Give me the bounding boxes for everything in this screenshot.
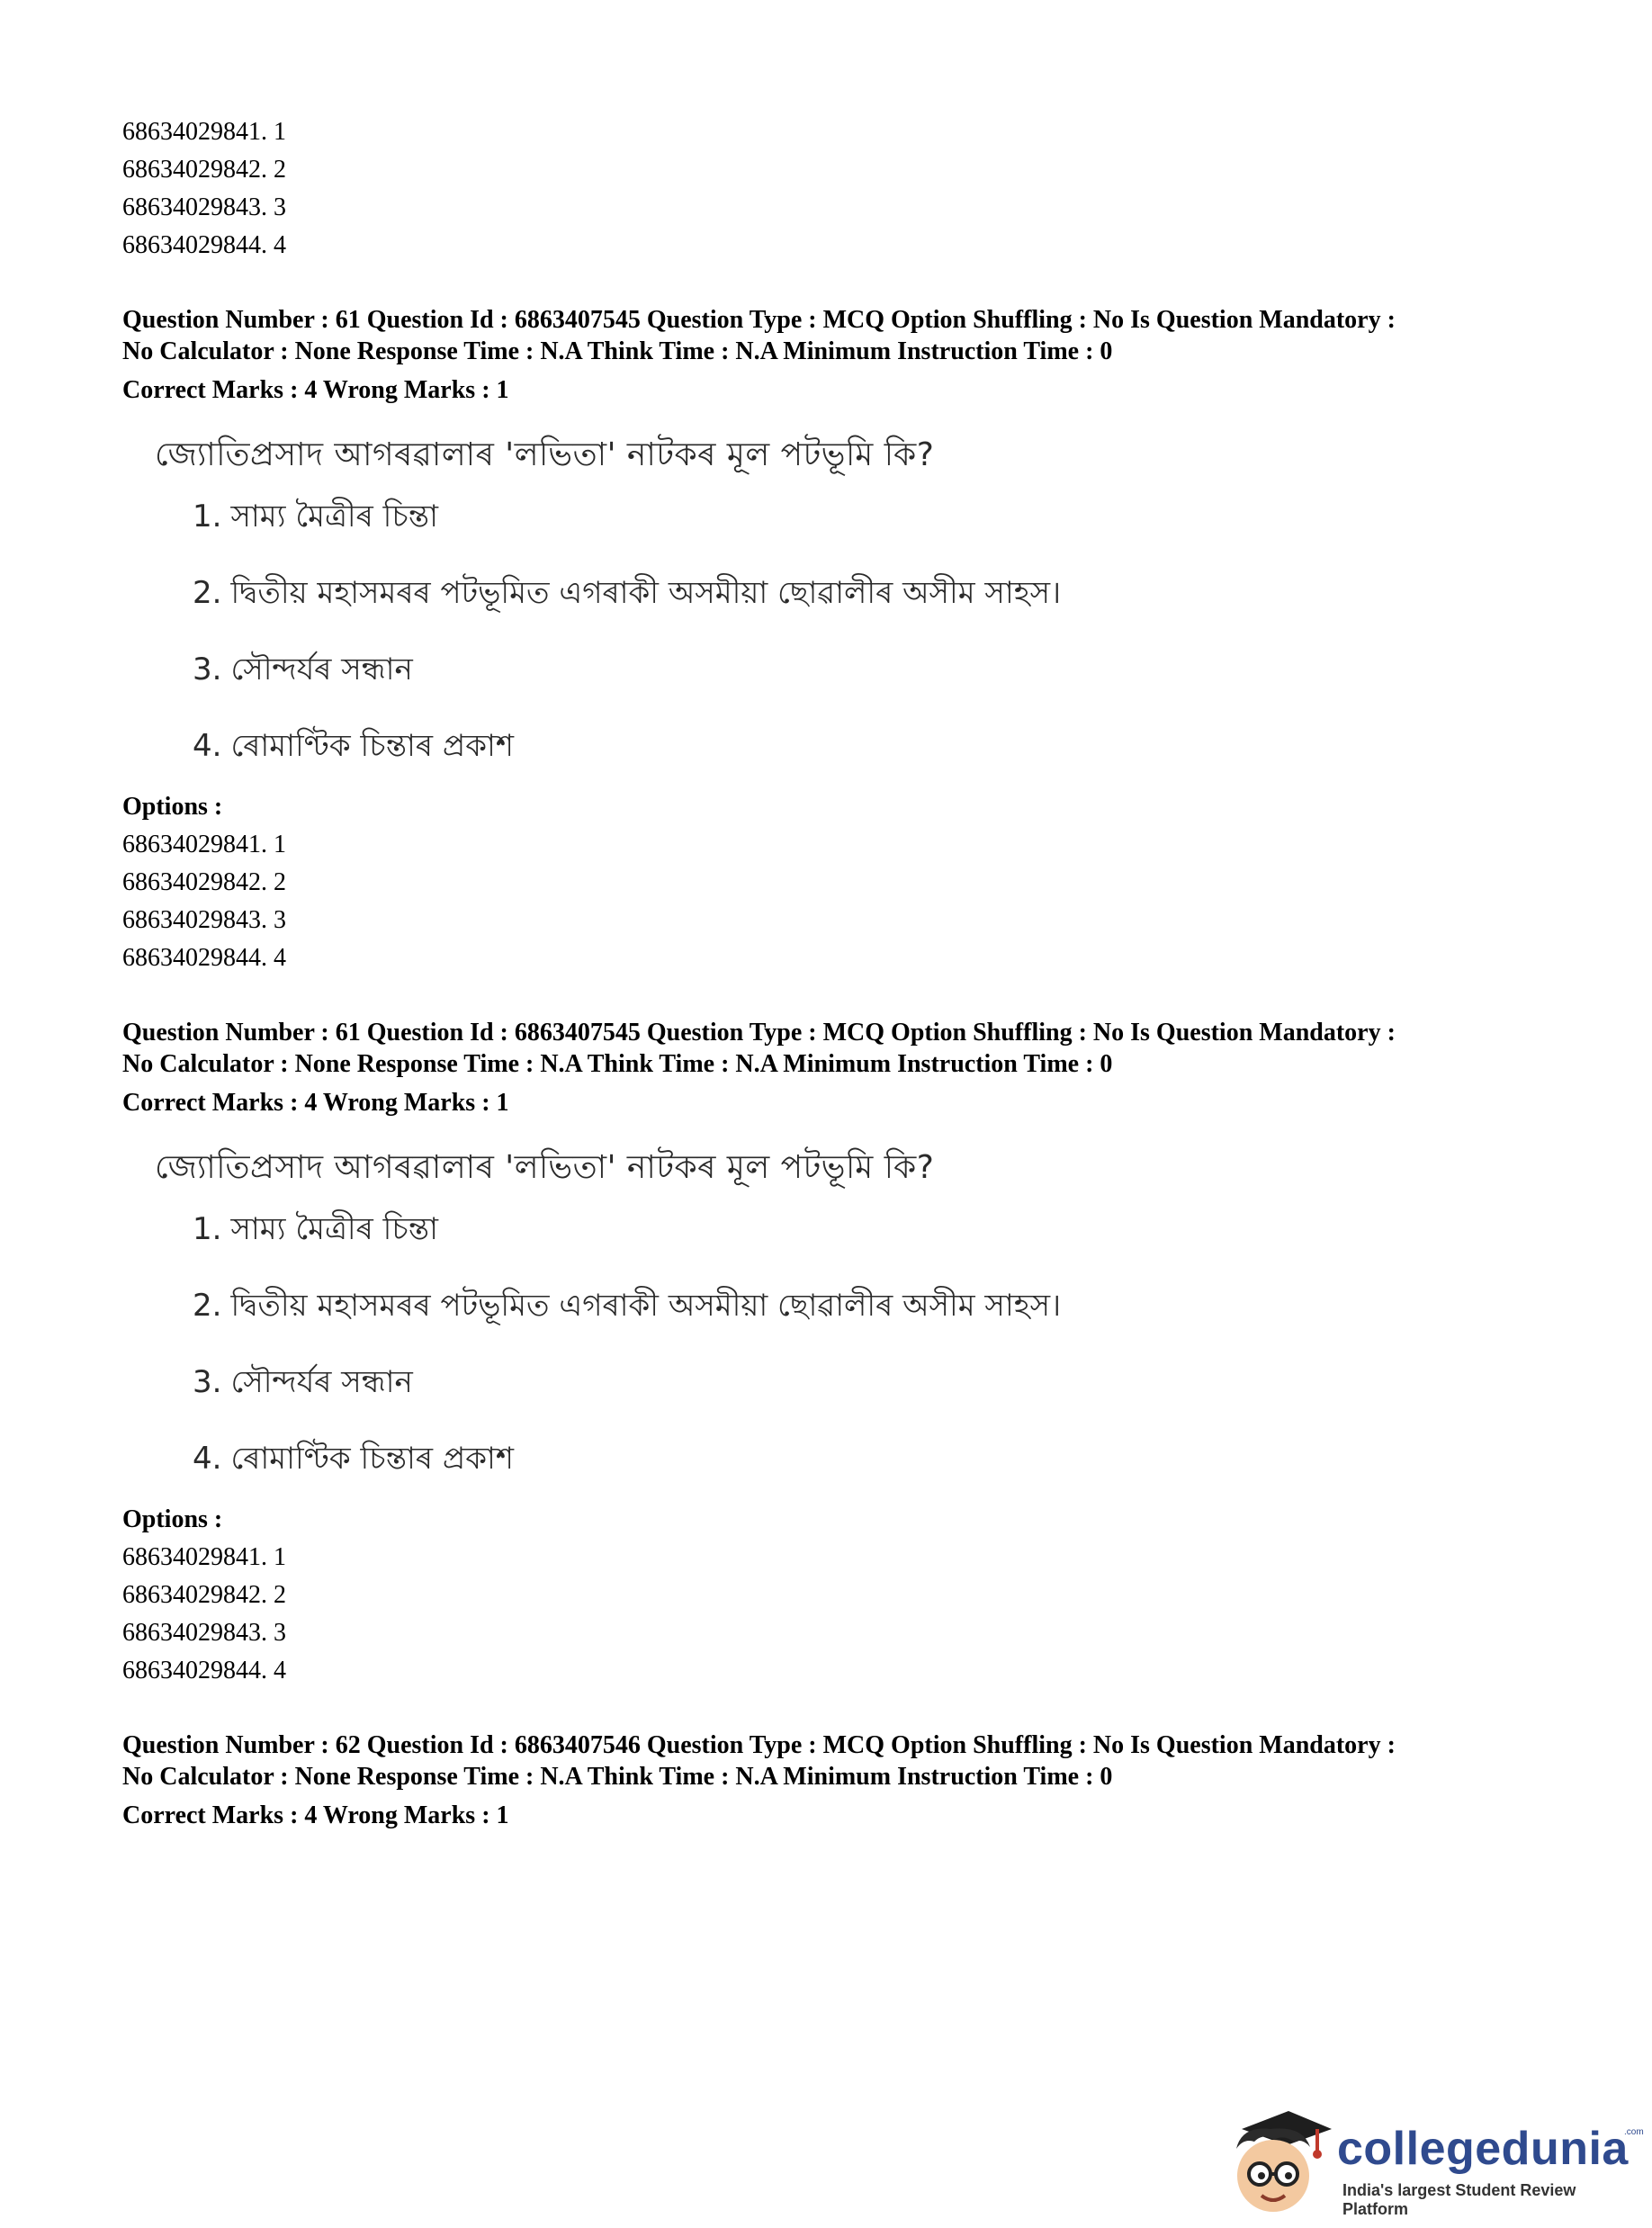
question-meta-line: No Calculator : None Response Time : N.A Think Time : N.A Minimum Instruction Time : 0	[122, 1763, 1113, 1791]
question-image	[155, 1145, 1544, 1481]
top-options-list	[122, 113, 1544, 265]
option-line: 68634029844. 4	[122, 944, 286, 972]
options-label: Options :	[122, 1505, 223, 1533]
question-block	[122, 1017, 1544, 1690]
question-meta-line: No Calculator : None Response Time : N.A Think Time : N.A Minimum Instruction Time : 0	[122, 337, 1113, 365]
option-line: 68634029842. 2	[122, 1581, 286, 1609]
brand-domain: .com	[1624, 2127, 1644, 2137]
mascot-icon	[1224, 2102, 1332, 2219]
marks-line: Correct Marks : 4 Wrong Marks : 1	[122, 376, 509, 404]
option-line: 68634029844. 4	[122, 1657, 286, 1684]
choice-item: 1. সাম্য মৈত্ৰীৰ চিন্তা	[193, 499, 438, 535]
option-line: 68634029844. 4	[122, 231, 286, 259]
question-meta-line: Question Number : 61 Question Id : 6863407545 Question Type : MCQ Option Shuffling : No Is Question Mandatory :	[122, 306, 1396, 334]
question-meta-line: No Calculator : None Response Time : N.A Think Time : N.A Minimum Instruction Time : 0	[122, 1050, 1113, 1078]
choice-item: 2. দ্বিতীয় মহাসমৰৰ পটভূমিত এগৰাকী অসমীয়া ছোৱালীৰ অসীম সাহস।	[193, 1288, 1062, 1324]
option-line: 68634029843. 3	[122, 906, 286, 934]
choice-item: 2. দ্বিতীয় মহাসমৰৰ পটভূমিত এগৰাকী অসমীয়া ছোৱালীৰ অসীম সাহস।	[193, 575, 1062, 611]
marks-line: Correct Marks : 4 Wrong Marks : 1	[122, 1089, 509, 1117]
option-line: 68634029841. 1	[122, 118, 286, 146]
option-line: 68634029843. 3	[122, 193, 286, 221]
question-text: জ্যোতিপ্ৰসাদ আগৰৱালাৰ 'লভিতা' নাটকৰ মূল পটভূমি কি?	[155, 436, 935, 473]
brand-name: collegedunia	[1337, 2123, 1629, 2175]
question-meta-line: Question Number : 62 Question Id : 6863407546 Question Type : MCQ Option Shuffling : No Is Question Mandatory :	[122, 1731, 1396, 1759]
question-image	[155, 433, 1544, 768]
choice-item: 4. ৰোমাণ্টিক চিন্তাৰ প্ৰকাশ	[193, 1441, 514, 1477]
question-block	[122, 304, 1544, 977]
brand-tagline: India's largest Student Review Platform	[1342, 2181, 1576, 2218]
question-block	[122, 1729, 1544, 1831]
choice-item: 3. সৌন্দৰ্যৰ সন্ধান	[193, 651, 413, 687]
option-line: 68634029842. 2	[122, 868, 286, 896]
option-line: 68634029842. 2	[122, 156, 286, 184]
choice-item: 1. সাম্য মৈত্ৰীৰ চিন্তা	[193, 1211, 438, 1247]
document-page	[122, 113, 1544, 1831]
question-text: জ্যোতিপ্ৰসাদ আগৰৱালাৰ 'লভিতা' নাটকৰ মূল পটভূমি কি?	[155, 1149, 935, 1186]
collegedunia-logo	[1224, 2102, 1644, 2219]
choice-item: 4. ৰোমাণ্টিক চিন্তাৰ প্ৰকাশ	[193, 728, 514, 764]
option-line: 68634029843. 3	[122, 1619, 286, 1647]
option-line: 68634029841. 1	[122, 831, 286, 858]
choice-item: 3. সৌন্দৰ্যৰ সন্ধান	[193, 1364, 413, 1400]
marks-line: Correct Marks : 4 Wrong Marks : 1	[122, 1801, 509, 1829]
options-label: Options :	[122, 793, 223, 821]
option-line: 68634029841. 1	[122, 1543, 286, 1571]
question-meta-line: Question Number : 61 Question Id : 6863407545 Question Type : MCQ Option Shuffling : No Is Question Mandatory :	[122, 1019, 1396, 1047]
